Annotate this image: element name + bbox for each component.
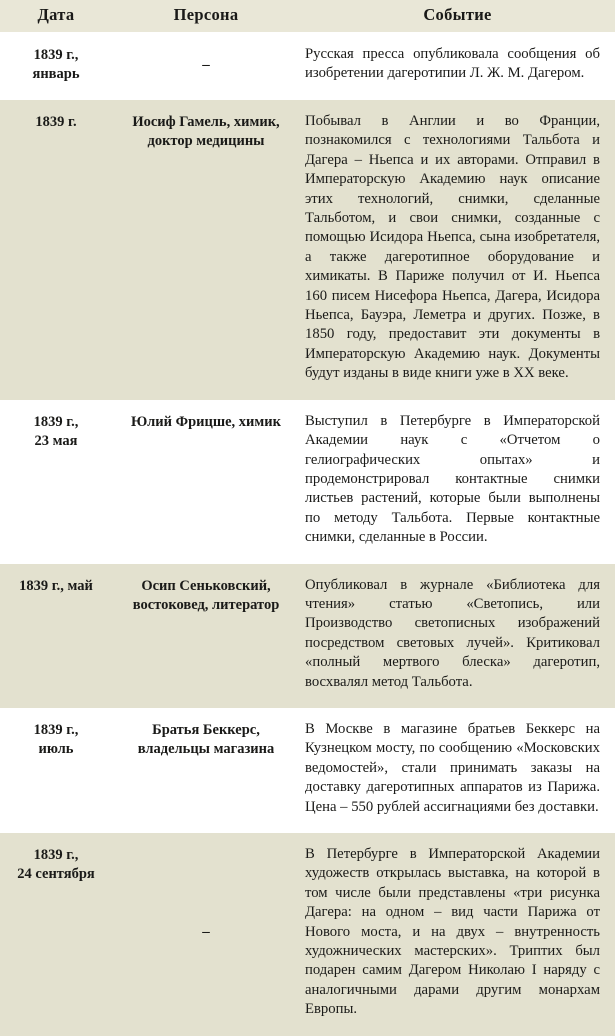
cell-date: 1839 г., май	[0, 564, 112, 708]
cell-event: Выступил в Петербурге в Императорской Академии наук с «Отчетом о гелиографических опытах» и продемонстрировал контактные снимки листьев растений, которые были выполнены по методу Тальбота. Первые контактные снимки, сделанные в России.	[300, 400, 615, 564]
table-row	[0, 400, 615, 564]
column-header-date: Дата	[0, 0, 112, 33]
table-header	[0, 0, 615, 33]
date-line-secondary: июль	[38, 740, 74, 757]
cell-person	[112, 833, 300, 1036]
person-value: –	[202, 924, 210, 941]
cell-event: В Петербурге в Императорской Академии художеств открылась выставка, на которой в том числе были представлены «три рисунка Дагера: на одном – вид части Парижа от Нового моста, и на двух – внутренность художнических мастерских». Триптих был подарен самим Дагером Николаю I наряду с аналогичными дарами другим монархам Европы.	[300, 833, 615, 1036]
cell-date	[0, 400, 112, 564]
cell-person	[112, 33, 300, 101]
cell-date: 1839 г.	[0, 100, 112, 400]
cell-date	[0, 33, 112, 101]
cell-person: Осип Сеньковский, востоковед, литератор	[112, 564, 300, 708]
cell-date	[0, 833, 112, 1036]
table-row	[0, 100, 615, 400]
date-line-secondary: 23 мая	[34, 432, 78, 449]
table-row	[0, 833, 615, 1036]
person-value: –	[202, 56, 210, 73]
date-line-primary: 1839 г.,	[33, 413, 79, 430]
table-body	[0, 33, 615, 1036]
cell-event: Русская пресса опубликовала сообщения об изобретении дагеротипии Л. Ж. М. Дагером.	[300, 33, 615, 101]
cell-person: Иосиф Гамель, химик, доктор медицины	[112, 100, 300, 400]
cell-event: Опубликовал в журнале «Библиотека для чтения» статью «Светопись, или Производство светописных изображений посредством световых лучей». Критиковал «полный мертвого блеска» дагеротип, восхвалял метод Тальбота.	[300, 564, 615, 708]
cell-person: Юлий Фрицше, химик	[112, 400, 300, 564]
cell-person: Братья Беккерс, владельцы магазина	[112, 708, 300, 833]
table-row	[0, 33, 615, 101]
date-line-secondary: январь	[32, 66, 80, 82]
cell-date	[0, 708, 112, 833]
table-row	[0, 564, 615, 708]
column-header-person: Персона	[112, 0, 300, 33]
date-line-primary: 1839 г.,	[33, 847, 79, 863]
cell-event: В Москве в магазине братьев Беккерс на Кузнецком мосту, по сообщению «Московских ведомостей», стали принимать заказы на доставку дагеротипных аппаратов из Парижа. Цена – 550 рублей ассигнациями без доставки.	[300, 708, 615, 833]
date-line-primary: 1839 г.,	[33, 47, 79, 63]
column-header-event: Событие	[300, 0, 615, 33]
table-header-row	[0, 0, 615, 33]
date-line-primary: 1839 г.,	[33, 721, 79, 738]
date-line-secondary: 24 сентября	[17, 866, 95, 882]
cell-event: Побывал в Англии и во Франции, познакомился с технологиями Тальбота и Дагера – Ньепса и их авторами. Отправил в Императорскую Академию наук описание этих технологий, снимки, сделанные Тальботом, и свои снимки, созданные с помощью Исидора Ньепса, сына изобретателя, а также дагеротипное оборудование и химикаты. В Париже получил от И. Ньепса 160 писем Нисефора Ньепса, Дагера, Исидора Ньепса, Бауэра, Леметра и других. Позже, в 1850 году, предоставит эти документы в Императорскую Академию наук. Документы будут изданы в виде книги уже в XX веке.	[300, 100, 615, 400]
table-row	[0, 708, 615, 833]
